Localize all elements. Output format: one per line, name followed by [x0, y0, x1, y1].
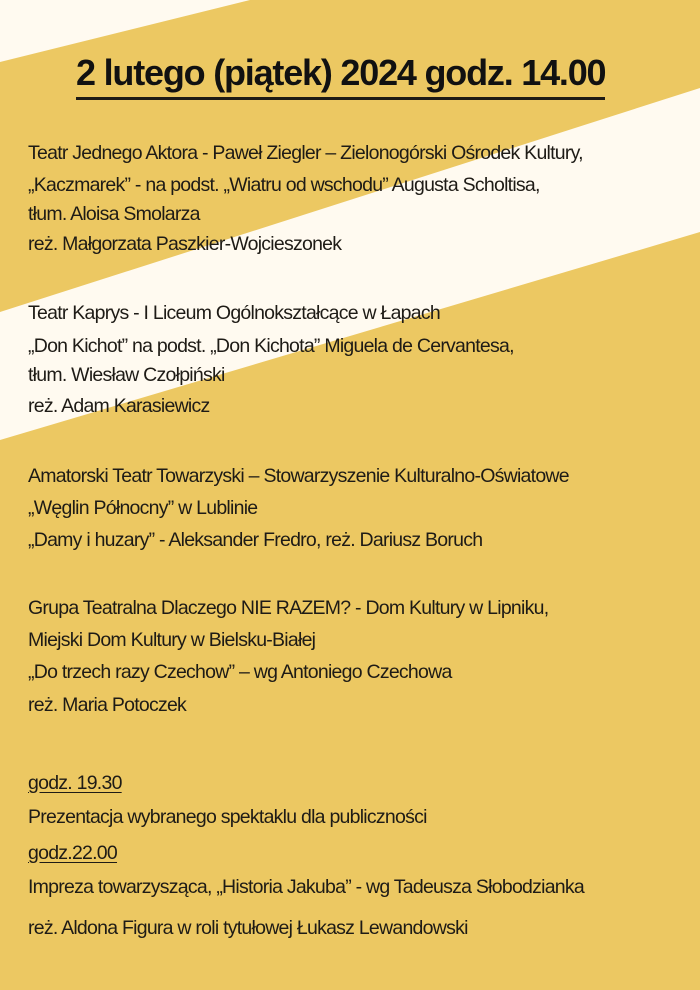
performance-3-line-3: „Damy i huzary” - Aleksander Fredro, reż. Dariusz Boruch	[28, 529, 483, 551]
performance-2-line-3: tłum. Wiesław Czołpiński	[28, 364, 225, 386]
page-title: 2 lutego (piątek) 2024 godz. 14.00	[76, 52, 605, 100]
performance-4-line-1: Grupa Teatralna Dlaczego NIE RAZEM? - Dom Kultury w Lipniku,	[28, 597, 549, 619]
evening-text-3: reż. Aldona Figura w roli tytułowej Łukasz Lewandowski	[28, 917, 468, 939]
performance-4-line-4: reż. Maria Potoczek	[28, 694, 187, 716]
evening-text-1: Prezentacja wybranego spektaklu dla publiczności	[28, 806, 427, 828]
performance-4-line-2: Miejski Dom Kultury w Bielsku-Białej	[28, 629, 316, 651]
evening-text-2: Impreza towarzysząca, „Historia Jakuba” - wg Tadeusza Słobodzianka	[28, 876, 584, 898]
performance-2-line-4: reż. Adam Karasiewicz	[28, 395, 210, 417]
performance-1-line-2: „Kaczmarek” - na podst. „Wiatru od wschodu” Augusta Scholtisa,	[28, 174, 540, 196]
performance-1-line-1: Teatr Jednego Aktora - Paweł Ziegler – Zielonogórski Ośrodek Kultury,	[28, 142, 583, 164]
performance-2-line-2: „Don Kichot” na podst. „Don Kichota” Miguela de Cervantesa,	[28, 335, 514, 357]
evening-time-1: godz. 19.30	[28, 772, 122, 794]
performance-1-line-4: reż. Małgorzata Paszkier-Wojcieszonek	[28, 233, 342, 255]
performance-3-line-2: „Węglin Północny” w Lublinie	[28, 497, 258, 519]
performance-4-line-3: „Do trzech razy Czechow” – wg Antoniego Czechowa	[28, 661, 452, 683]
performance-1-line-3: tłum. Aloisa Smolarza	[28, 203, 200, 225]
performance-3-line-1: Amatorski Teatr Towarzyski – Stowarzyszenie Kulturalno-Oświatowe	[28, 465, 569, 487]
evening-time-2: godz.22.00	[28, 842, 118, 864]
performance-2-line-1: Teatr Kaprys - I Liceum Ogólnokształcące w Łapach	[28, 302, 440, 324]
